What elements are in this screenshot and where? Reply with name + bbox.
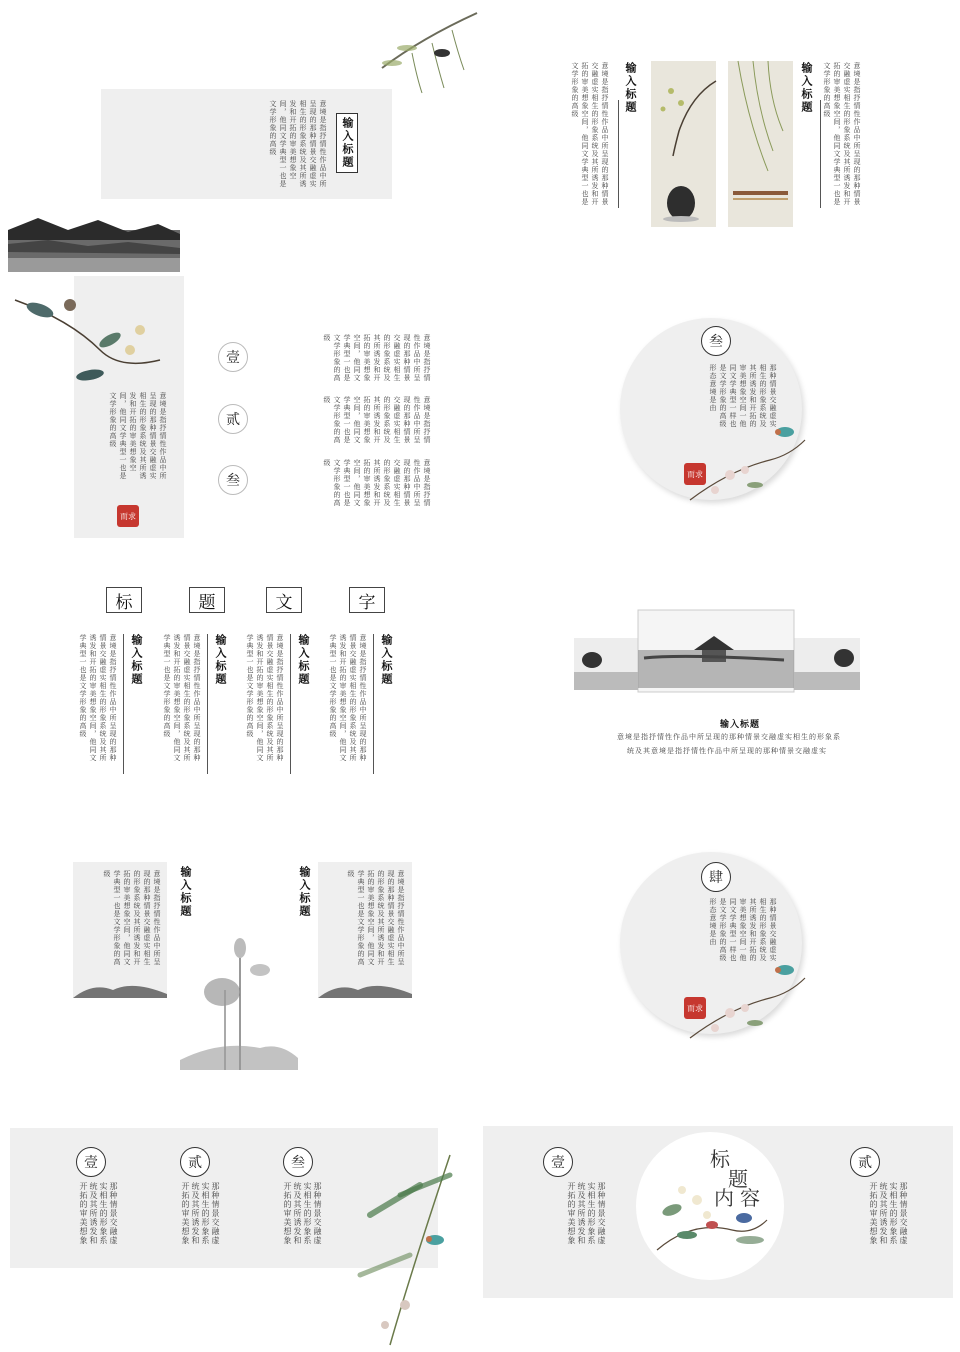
slide-5-col-4-line [373,634,374,774]
slide-3-num-1: 壹 [218,342,248,372]
slide-5-col-3-body: 意境是指抒情性作品中所呈现的那种情景交融虚实相生的形象系统及其所诱发和开拓的审美想象空间，他同文学典型一也是文学形象的高级 [246,634,284,762]
slide-5-col-4-title: 输入标题 [380,634,393,686]
title-char-4: 字 [349,587,385,613]
slide-4-bird-branch [690,420,810,510]
slide-7-left-mountain [73,978,167,998]
slide-5-col-1-title: 输入标题 [130,634,143,686]
slide-5-col-2-title: 输入标题 [214,634,227,686]
slide-5-col-2-body: 意境是指抒情性作品中所呈现的那种情景交融虚实相生的形象系统及其所诱发和开拓的审美想象空间，他同文学典型一也是文学形象的高级 [163,634,201,762]
ancient-roof-photo [8,210,180,272]
title-char-1: 标 [106,587,142,613]
slide-3-item-1-body: 意境是指抒情性作品中所呈现的那种情景交融虚实相生的形象系统及其所诱发和开拓的审美想象空间，他同文学典型一也是文学形象的高级 [323,334,431,382]
palace-landscape-photo [574,610,860,692]
slide-5-col-2-line [207,634,208,774]
slide-5-col-3-line [290,634,291,774]
slide-2-right-title: 输入标题 [800,62,813,114]
slide-6-title: 输入标题 [719,720,760,730]
slide-9-item-2-body: 那种情景交融虚实相生的形象系统及其所诱发和开拓的审美想象 [181,1182,220,1245]
slide-10-right-body: 那种情景交融虚实相生的形象系统及其所诱发和开拓的审美想象 [869,1182,908,1245]
slide-9-num-3: 叁 [283,1147,313,1177]
slide-5-col-3-title: 输入标题 [297,634,310,686]
slide-9-item-1-body: 那种情景交融虚实相生的形象系统及其所诱发和开拓的审美想象 [79,1182,118,1245]
title-char-3: 文 [266,587,302,613]
slide-4-body: 那种情景交融虚实相生的形象系统及其所诱发和开拓的审美想象空间一他同文学典型一样也是文学形象的高级形态意境是由 [709,364,777,428]
center-title-4: 容 [740,1186,760,1210]
slide-3-num-2: 贰 [218,404,248,434]
slide-7-right-body: 意境是指抒情性作品中所呈现的那种情景交融虚实相生的形象系统及其所诱发和开拓的审美想象空间，他同文学典型一也是文学形象的高级 [347,870,405,966]
slide-3-seal: 而求 [117,505,139,527]
slide-8-seal: 而求 [684,997,706,1019]
slide-2-left-title: 输入标题 [624,62,637,114]
center-title-3: 内 [714,1186,734,1210]
slide-8-bird-branch [690,958,810,1048]
slide-3-item-3-body: 意境是指抒情性作品中所呈现的那种情景交融虚实相生的形象系统及其所诱发和开拓的审美想象空间，他同文学典型一也是文学形象的高级 [323,459,431,507]
slide-9-num-1: 壹 [76,1147,106,1177]
willow-bird-painting [372,8,482,98]
branch-vase-painting [651,61,716,227]
slide-1-title: 输入标题 [341,117,354,169]
slide-8-body: 那种情景交融虚实相生的形象系统及其所诱发和开拓的审美想象空间一他同文学典型一样也是文学形象的高级形态意境是由 [709,898,777,962]
slide-5-col-4-body: 意境是指抒情性作品中所呈现的那种情景交融虚实相生的形象系统及其所诱发和开拓的审美想象空间，他同文学典型一也是文学形象的高级 [329,634,367,762]
slide-6-caption-2: 统及其意境是指抒情性作品中所呈现的那种情景交融虚实 [627,747,827,755]
slide-7-right-title: 输入标题 [298,866,311,918]
slide-2-left-line [618,100,619,208]
slide-9-item-3-body: 那种情景交融虚实相生的形象系统及其所诱发和开拓的审美想象 [283,1182,322,1245]
bamboo-bird-painting [350,1155,460,1345]
slide-2-left-body: 意境是指抒情性作品中所呈现的那种情景交融虚实相生的形象系统及其所诱发和开拓的审美想象空间，他同文学典型一也是文学形象的高级 [571,62,609,206]
slide-10-left-body: 那种情景交融虚实相生的形象系统及其所诱发和开拓的审美想象 [567,1182,606,1245]
slide-10-num-2: 贰 [850,1147,880,1177]
slide-2-right-body: 意境是指抒情性作品中所呈现的那种情景交融虚实相生的形象系统及其所诱发和开拓的审美想象空间，他同文学典型一也是文学形象的高级 [823,62,861,206]
slide-4-num: 叁 [701,326,731,356]
slide-5-col-1-line [123,634,124,774]
slide-8-num: 肆 [701,862,731,892]
flowers-birds-painting [652,1180,772,1260]
slide-1-body: 意境是指抒情性作品中所呈现的那种情景交融虚实相生的形象系统及其所诱发和开拓的审美想象空间，他同文学典型一也是文学形象的高级 [269,100,327,188]
lotus-painting [180,930,300,1080]
title-char-2: 题 [189,587,225,613]
willow-flute-painting [728,61,793,227]
slide-10-num-1: 壹 [543,1147,573,1177]
slide-4-seal: 而求 [684,463,706,485]
slide-3-item-2-body: 意境是指抒情性作品中所呈现的那种情景交融虚实相生的形象系统及其所诱发和开拓的审美想象空间，他同文学典型一也是文学形象的高级 [323,396,431,444]
slide-3-num-3: 叁 [218,465,248,495]
slide-7-left-body: 意境是指抒情性作品中所呈现的那种情景交融虚实相生的形象系统及其所诱发和开拓的审美想象空间，他同文学典型一也是文学形象的高级 [103,870,161,966]
center-title-1: 标 [710,1147,730,1171]
slide-7-right-mountain [318,978,412,998]
magnolia-bird-painting [10,280,170,390]
slide-1-title-box [336,113,358,173]
center-title-2: 题 [728,1167,748,1191]
slide-7-left-title: 输入标题 [179,866,192,918]
slide-5-col-1-body: 意境是指抒情性作品中所呈现的那种情景交融虚实相生的形象系统及其所诱发和开拓的审美想象空间，他同文学典型一也是文学形象的高级 [79,634,117,762]
slide-9-num-2: 贰 [180,1147,210,1177]
slide-3-body: 意境是指抒情性作品中所呈现的那种情景交融虚实相生的形象系统及其所诱发和开拓的审美想象空间，他同文学典型一也是文学形象的高级 [109,392,167,480]
slide-6-caption-1: 意境是指抒情性作品中所呈现的那种情景交融虚实相生的形象系 [617,733,841,741]
